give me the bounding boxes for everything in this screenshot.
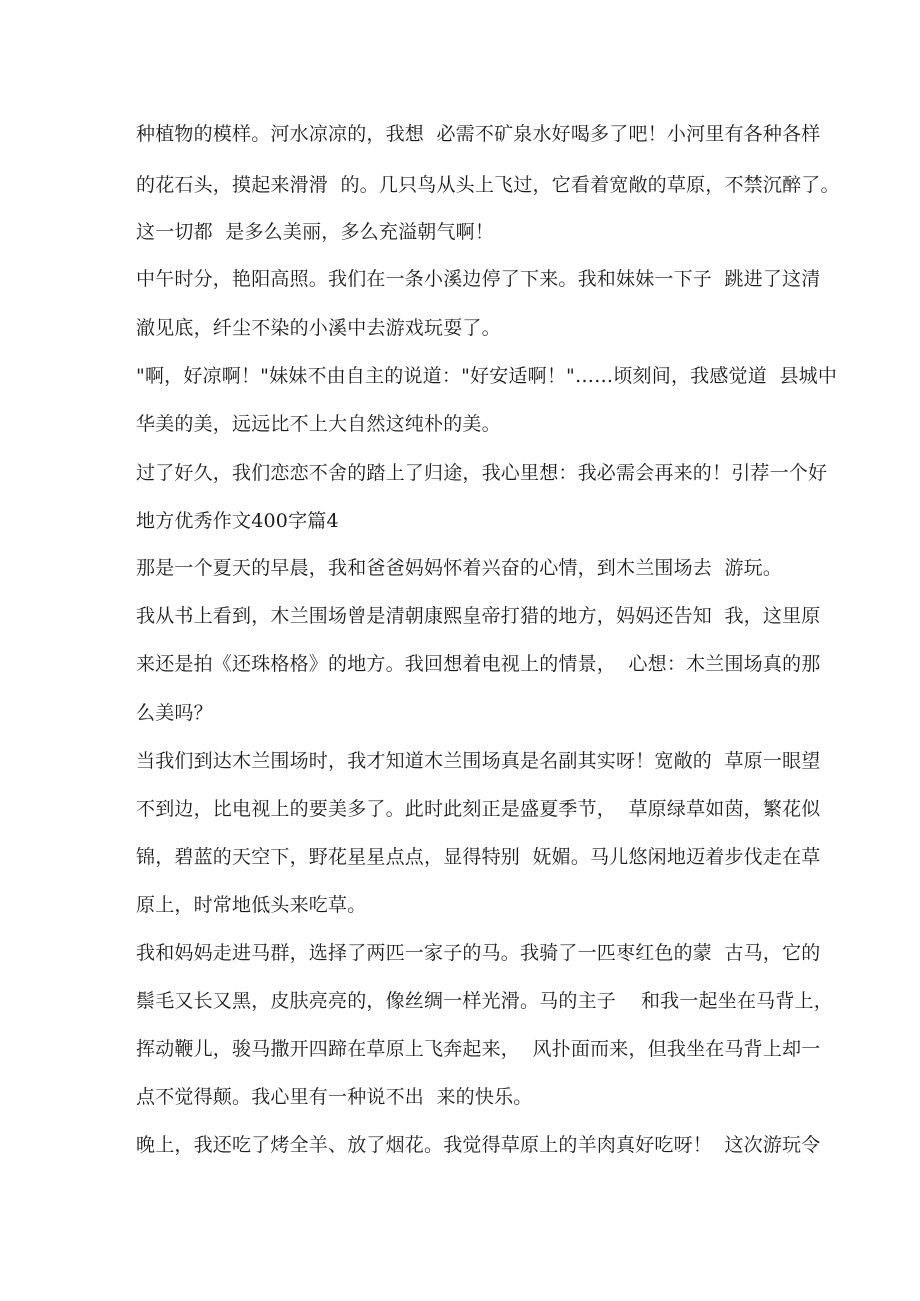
- text-line: 这一切都 是多么美丽，多么充溢朝气啊！: [136, 221, 495, 243]
- text-line: 我和妈妈走进马群，选择了两匹一家子的马。我骑了一匹枣红色的蒙 古马，它的: [136, 942, 821, 964]
- text-line: 过了好久，我们恋恋不舍的踏上了归途，我心里想：我必需会再来的！引荐一个好: [136, 462, 828, 484]
- text-line: 我从书上看到，木兰围场曾是清朝康熙皇帝打猎的地方，妈妈还告知 我，这里原: [136, 605, 821, 627]
- text-line: 晚上，我还吃了烤全羊、放了烟花。我觉得草原上的羊肉真好吃呀！ 这次游玩令: [136, 1134, 821, 1156]
- text-line: 地方优秀作文400字篇4: [136, 510, 339, 532]
- text-line: 点不觉得颠。我心里有一种说不出 来的快乐。: [136, 1086, 533, 1108]
- text-line: 锦，碧蓝的天空下，野花星星点点，显得特别 妩媚。马儿悠闲地迈着步伐走在草: [136, 846, 821, 868]
- text-line: 的花石头，摸起来滑滑 的。几只鸟从头上飞过，它看着宽敞的草原，不禁沉醉了。: [136, 174, 840, 196]
- text-line: 挥动鞭儿，骏马撒开四蹄在草原上飞奔起来， 风扑面而来，但我坐在马背上却一: [136, 1038, 821, 1060]
- text-line: 来还是拍《还珠格格》的地方。我回想着电视上的情景， 心想：木兰围场真的那: [136, 653, 821, 675]
- text-line: 鬃毛又长又黑，皮肤亮亮的，像丝绸一样光滑。马的主子 和我一起坐在马背上，: [136, 990, 833, 1012]
- text-line: 种植物的模样。河水凉凉的，我想 必需不矿泉水好喝多了吧！小河里有各种各样: [136, 123, 821, 145]
- text-line: 原上，时常地低头来吃草。: [136, 894, 367, 916]
- text-line: 当我们到达木兰围场时，我才知道木兰围场真是名副其实呀！宽敞的 草原一眼望: [136, 750, 821, 772]
- text-line: 澈见底，纤尘不染的小溪中去游戏玩耍了。: [136, 317, 501, 339]
- text-line: "啊，好凉啊！"妹妹不由自主的说道："好安适啊！"……顷刻间，我感觉道 县城中: [136, 365, 838, 387]
- text-line: 华美的美，远远比不上大自然这纯朴的美。: [136, 413, 501, 435]
- text-line: 那是一个夏天的早晨，我和爸爸妈妈怀着兴奋的心情，到木兰围场去 游玩。: [136, 557, 783, 579]
- text-line: 么美吗？: [136, 702, 213, 724]
- text-line: 中午时分，艳阳高照。我们在一条小溪边停了下来。我和妹妹一下子 跳进了这清: [136, 268, 821, 290]
- text-line: 不到边，比电视上的要美多了。此时此刻正是盛夏季节， 草原绿草如茵，繁花似: [136, 798, 821, 820]
